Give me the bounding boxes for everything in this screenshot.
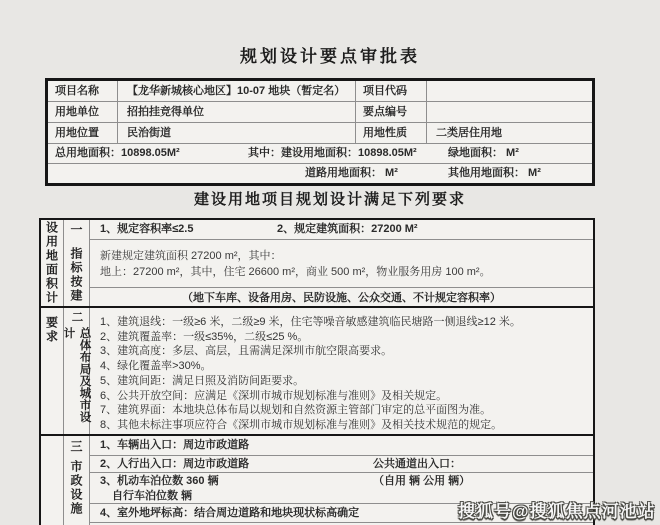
section2-number: 二	[70, 311, 83, 323]
info-row-location	[48, 123, 592, 144]
section1-label-inner: 指标按建	[69, 247, 83, 303]
key-number-value	[427, 102, 592, 122]
info-row-unit	[48, 102, 592, 123]
info-row-project	[48, 81, 592, 102]
section3-label-inner-cell	[64, 436, 90, 525]
requirements-heading: 建设用地项目规划设计满足下列要求	[193, 191, 466, 208]
req-item: 5、建筑间距：满足日照及消防间距要求。	[100, 374, 305, 387]
section-layout	[41, 308, 593, 436]
req-item: 8、其他未标注事项应符合《深圳市城市规划标准与准则》及相关技术规范的规定。	[100, 418, 503, 431]
vehicle-entrance-text: 1、车辆出入口：周边市政道路	[90, 436, 593, 456]
sohu-watermark: 搜狐号@搜狐焦点河池站	[458, 502, 656, 521]
new-building-area-text: 新建规定建筑面积 27200 m²，其中：	[100, 250, 282, 262]
info-row-area-1	[48, 144, 592, 164]
section3-label-inner: 市政设施	[69, 460, 83, 516]
above-ground-breakdown-text: 地上：27200 m²，其中，住宅 26600 m²，商业 500 m²，物业服务用房 100 m²。	[100, 266, 491, 278]
project-name-value: 【龙华新城核心地区】10-07 地块（暂定名）	[118, 81, 356, 101]
section1-row-breakdown	[90, 240, 593, 287]
section1-number: 一	[69, 223, 83, 237]
area-row2-empty	[48, 164, 248, 183]
land-use-type-value: 二类居住用地	[436, 127, 502, 139]
motor-parking-text: 3、机动车泊位数 360 辆	[100, 475, 219, 487]
info-row-area-2	[48, 164, 592, 183]
req-item: 1、建筑退线：一级≥6 米，二级≥9 米，住宅等噪音敏感建筑临民塘路一侧退线≥12 米。	[100, 316, 521, 328]
requirements-table	[39, 218, 595, 525]
pedestrian-entrance-row	[90, 456, 593, 473]
section1-row-ratio	[90, 220, 593, 240]
land-location-label: 用地位置	[48, 123, 118, 143]
section1-label-inner-cell	[64, 220, 90, 306]
section2-content	[90, 308, 593, 434]
section1-content	[90, 220, 593, 306]
construction-area-text: 其中：建设用地面积：10898.05M²	[248, 147, 417, 159]
pedestrian-entrance-text: 2、人行出入口：周边市政道路	[100, 458, 250, 470]
ground-elevation-text: 4、室外地坪标高：结合周边道路和地块现状标高确定	[90, 504, 593, 523]
section2-label-outer: 要求	[44, 316, 59, 344]
req-item: 4、绿化覆盖率>30%。	[100, 360, 212, 373]
public-passage-entrance-text: 公共通道出入口：	[373, 458, 461, 470]
land-use-type-label: 用地性质	[356, 123, 427, 143]
road-area-text: 道路用地面积： M²	[305, 167, 398, 179]
section3-number: 三	[69, 440, 83, 454]
project-info-table	[45, 78, 595, 186]
total-area-text: 总用地面积：10898.05M²	[55, 147, 180, 159]
project-name-label: 项目名称	[48, 81, 118, 101]
section1-label-outer-cell	[41, 220, 64, 306]
section1-label-outer: 设用地面积计	[44, 221, 59, 305]
land-location-value: 民治街道	[118, 123, 356, 143]
doc-title: 规划设计要点审批表	[240, 47, 420, 66]
land-unit-label: 用地单位	[48, 102, 118, 122]
section3-label-outer-cell	[41, 436, 64, 525]
req-item: 3、建筑高度：多层、高层，且需满足深圳市航空限高要求。	[100, 345, 393, 358]
section2-label-inner: 总体布局及城市设计	[62, 327, 91, 423]
key-number-label: 要点编号	[356, 102, 427, 122]
excluded-area-note: （地下车库、设备用房、民防设施、公众交通、不计规定容积率）	[90, 287, 593, 308]
section-indicators	[41, 220, 593, 308]
parking-usage-note: （自用 辆 公用 辆）	[373, 475, 471, 487]
green-area-text: 绿地面积： M²	[448, 147, 519, 159]
project-code-value	[427, 81, 592, 101]
req-item: 2、建筑覆盖率：一级≤35%，二级≤25 %。	[100, 330, 309, 343]
section2-label-inner-cell	[64, 308, 90, 434]
bicycle-parking-text: 自行车泊位数 辆	[112, 490, 193, 502]
land-unit-value: 招拍挂竞得单位	[118, 102, 356, 122]
other-area-text: 其他用地面积： M²	[448, 167, 541, 179]
building-area-text: 2、规定建筑面积：27200 M²	[277, 223, 418, 235]
req-item: 6、公共开放空间：应满足《深圳市城市规划标准与准则》及相关规定。	[100, 389, 448, 402]
req-item: 7、建筑界面：本地块总体布局以规划和自然资源主管部门审定的总平面图为准。	[100, 404, 492, 417]
project-code-label: 项目代码	[356, 81, 427, 101]
plot-ratio-text: 1、规定容积率≤2.5	[100, 223, 194, 235]
